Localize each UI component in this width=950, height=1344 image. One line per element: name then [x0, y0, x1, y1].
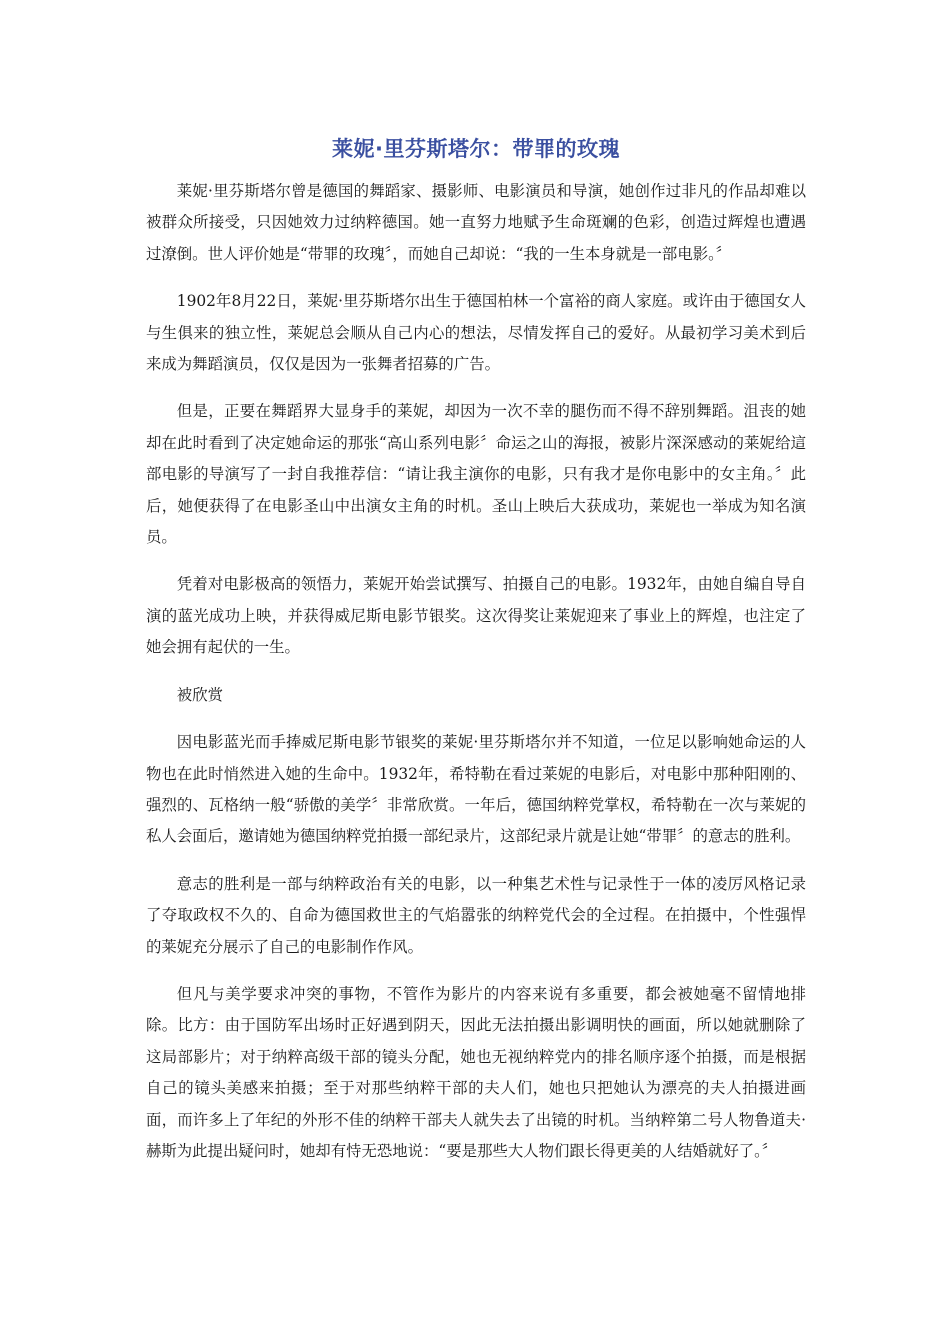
- paragraph-5: 因电影蓝光而手捧威尼斯电影节银奖的莱妮·里芬斯塔尔并不知道，一位足以影响她命运的人物也在此时悄然进入她的生命中。1932年，希特勒在看过莱妮的电影后，对电影中那种阳刚的、强烈的、瓦格纳一般“骄傲的美学〞非常欣赏。一年后，德国纳粹党掌权，希特勒在一次与莱妮的私人会面后，邀请她为德国纳粹党拍摄一部纪录片，这部纪录片就是让她“带罪〞的意志的胜利。: [146, 733, 806, 846]
- paragraph-3: 但是，正要在舞蹈界大显身手的莱妮，却因为一次不幸的腿伤而不得不辞别舞蹈。沮丧的她却在此时看到了决定她命运的那张“高山系列电影〞命运之山的海报，被影片深深感动的莱妮给這部电影的导演写了一封自我推荐信：“请让我主演你的电影，只有我才是你电影中的女主角。〞此后，她便获得了在电影圣山中出演女主角的时机。圣山上映后大获成功，莱妮也一举成为知名演员。: [146, 402, 806, 547]
- section-heading: 被欣赏: [176, 685, 223, 704]
- paragraph-6: 意志的胜利是一部与纳粹政治有关的电影，以一种集艺术性与记录性于一体的凌厉风格记录了夺取政权不久的、自命为德国救世主的气焰嚣张的纳粹党代会的全过程。在拍摄中，个性强悍的莱妮充分展示了自己的电影制作作风。: [146, 874, 806, 956]
- document-page: [146, 128, 806, 1183]
- page-title: 莱妮·里芬斯塔尔：带罪的玫瑰: [332, 137, 620, 161]
- paragraph-1: 莱妮·里芬斯塔尔曾是德国的舞蹈家、摄影师、电影演员和导演，她创作过非凡的作品却难以被群众所接受，只因她效力过纳粹德国。她一直努力地赋予生命斑斓的色彩，创造过辉煌也遭遇过潦倒。世人评价她是“带罪的玫瑰〞，而她自己却说：“我的一生本身就是一部电影。〞: [146, 182, 806, 263]
- paragraph-7: 但凡与美学要求冲突的事物，不管作为影片的内容来说有多重要，都会被她毫不留情地排除。比方：由于国防军出场时正好遇到阴天，因此无法拍摄出影调明快的画面，所以她就删除了这局部影片；对于纳粹高级干部的镜头分配，她也无视纳粹党内的排名顺序逐个拍摄，而是根据自己的镜头美感来拍摄；至于对那些纳粹干部的夫人们，她也只把她认为漂亮的夫人拍摄进画面，而许多上了年纪的外形不佳的纳粹干部夫人就失去了出镜的时机。当纳粹第二号人物鲁道夫·赫斯为此提出疑问时，她却有恃无恐地说：“要是那些大人物们跟长得更美的人结婚就好了。〞: [146, 984, 806, 1160]
- paragraph-2: 1902年8月22日，莱妮·里芬斯塔尔出生于德国柏林一个富裕的商人家庭。或许由于德国女人与生俱来的独立性，莱妮总会顺从自己内心的想法，尽情发挥自己的爱好。从最初学习美术到后来成为舞蹈演员，仅仅是因为一张舞者招募的广告。: [146, 292, 806, 374]
- paragraph-4: 凭着对电影极高的领悟力，莱妮开始尝试撰写、拍摄自己的电影。1932年，由她自编自导自演的蓝光成功上映，并获得威尼斯电影节银奖。这次得奖让莱妮迎来了事业上的辉煌，也注定了她会拥有起伏的一生。: [146, 575, 806, 657]
